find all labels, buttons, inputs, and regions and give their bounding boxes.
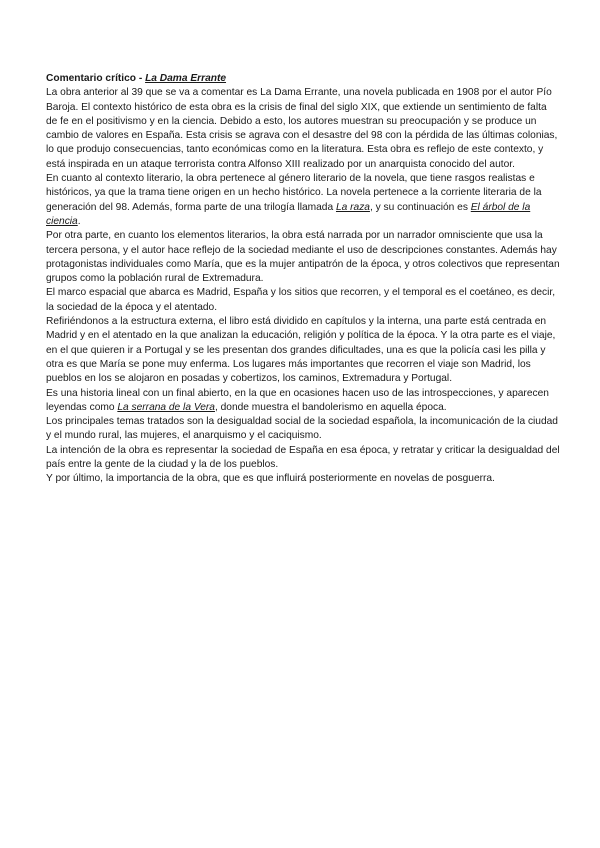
paragraph-historia-lineal xyxy=(46,387,560,416)
paragraph-estructura: Refiriéndonos a la estructura externa, el libro está dividido en capítulos y la interna, una parte está centrada en Madrid y en el atentado en la que analizan la educación, religión y política de la época. Y la otra parte es el viaje, en el que quieren ir a Portugal y se les presentan dos grandes dificultades, una es que la policía casi les pilla y otra es que María se pone muy enferma. Los lugares más importantes que recorren el viaje son Madrid, los pueblos en los se alojaron en posadas y cobertizos, los caminos, Extremadura y Portugal. xyxy=(46,316,556,385)
heading-work-title: La Dama Errante xyxy=(145,73,227,84)
book-title-la-raza: La raza xyxy=(335,201,370,213)
book-title-el-arbol-de-la-ciencia: El árbol de la ciencia xyxy=(46,201,531,227)
paragraph-intencion: La intención de la obra es representar la sociedad de España en esa época, y retratar y criticar la desigualdad del país entre la gente de la ciudad y la de los pueblos. xyxy=(46,444,560,471)
legend-title-la-serrana-de-la-vera: La serrana de la Vera xyxy=(117,401,215,413)
paragraph-temas: Los principales temas tratados son la desigualdad social de la sociedad española, la incomunicación de la ciudad y el mundo rural, las mujeres, el anarquismo y el caciquismo. xyxy=(46,416,558,442)
paragraph-text: En cuanto al contexto literario, la obra pertenece al género literario de la novela, que tiene rasgos realistas e históricos, ya que la trama tiene origen en un hecho histórico. La novela pertenece a la corriente literaria de la generación del 98. Además, forma parte de una trilogía llamada xyxy=(46,173,542,213)
paragraph-elementos-literarios: Por otra parte, en cuanto los elementos literarios, la obra está narrada por un narrador omnisciente que usa la tercera persona, y el autor hace reflejo de la sociedad mediante el uso de descripciones constantes. Además hay protagonistas individuales como María, que es la mujer antipatrón de la época, y otros colectivos que representan grupos como la población rural de Extremadura. xyxy=(46,230,560,285)
document-heading xyxy=(46,72,560,86)
paragraph-marco-espacial: El marco espacial que abarca es Madrid, España y los sitios que recorren, y el temporal es el coetáneo, es decir, la sociedad de la época y el atentado. xyxy=(46,287,556,313)
heading-label: Comentario crítico - xyxy=(46,73,146,84)
document-page xyxy=(46,72,560,487)
paragraph-context-literario xyxy=(46,172,560,229)
paragraph-text: Es una historia lineal con un final abierto, en la que en ocasiones hacen uso de las introspecciones, y aparecen leyendas como xyxy=(46,387,549,413)
paragraph-text: , donde muestra el bandolerismo en aquella época. xyxy=(214,401,447,413)
paragraph-text: . xyxy=(77,215,81,227)
paragraph-importancia: Y por último, la importancia de la obra, que es que influirá posteriormente en novelas de posguerra. xyxy=(46,473,495,485)
paragraph-text: , y su continuación es xyxy=(369,201,471,213)
paragraph-context-historico: La obra anterior al 39 que se va a comentar es La Dama Errante, una novela publicada en 1908 por el autor Pío Baroja. El contexto histórico de esta obra es la crisis de final del siglo XIX, que extiende un sentimiento de falta de fe en el positivismo y en la ciencia. Debido a esto, los autores muestran su preocupación y se produce un cambio de valores en España. Esta crisis se agrava con el desastre del 98 con la pérdida de las últimas colonias, lo que produjo consecuencias, tanto económicas como en la literatura. Esta obra es reflejo de este contexto, y está inspirada en un ataque terrorista contra Alfonso XIII realizado por un anarquista conocido del autor. xyxy=(46,87,558,170)
